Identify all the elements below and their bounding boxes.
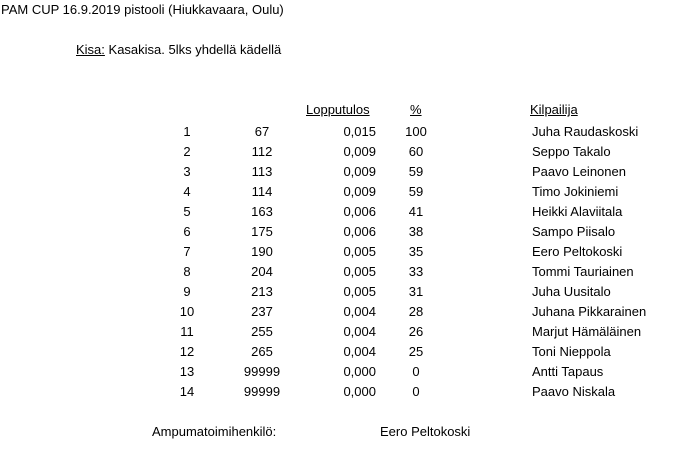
event-line	[76, 42, 281, 58]
event-label: Kisa:	[76, 42, 105, 57]
table-row	[0, 362, 697, 382]
official-name: Eero Peltokoski	[380, 424, 471, 439]
score-cell: 237	[251, 304, 273, 319]
results-table	[0, 122, 697, 402]
competitor-name: Eero Peltokoski	[532, 244, 623, 259]
table-row	[0, 342, 697, 362]
score-cell: 175	[251, 224, 273, 239]
table-row	[0, 222, 697, 242]
result-cell: 0,006	[343, 204, 376, 219]
competitor-name: Sampo Piisalo	[532, 224, 616, 239]
percent-cell: 38	[408, 224, 424, 239]
table-row	[0, 162, 697, 182]
result-cell: 0,000	[343, 384, 376, 399]
result-cell: 0,000	[343, 364, 376, 379]
rank-cell: 14	[179, 384, 195, 399]
competitor-name: Paavo Niskala	[532, 384, 616, 399]
percent-cell: 25	[408, 344, 424, 359]
table-row	[0, 262, 697, 282]
percent-cell: 41	[408, 204, 424, 219]
result-cell: 0,006	[343, 224, 376, 239]
official-label: Ampumatoimihenkilö:	[152, 424, 277, 439]
result-cell: 0,004	[343, 304, 376, 319]
result-cell: 0,005	[343, 284, 376, 299]
percent-cell: 0	[412, 364, 420, 379]
percent-cell: 26	[408, 324, 424, 339]
score-cell: 163	[251, 204, 273, 219]
rank-cell: 12	[179, 344, 195, 359]
score-cell: 204	[251, 264, 273, 279]
header-competitor: Kilpailija	[530, 102, 578, 117]
table-row	[0, 202, 697, 222]
header-result: Lopputulos	[306, 102, 370, 117]
rank-cell: 8	[183, 264, 191, 279]
competitor-name: Heikki Alaviitala	[532, 204, 623, 219]
competitor-name: Seppo Takalo	[532, 144, 611, 159]
percent-cell: 33	[408, 264, 424, 279]
competitor-name: Juha Uusitalo	[532, 284, 611, 299]
score-cell: 190	[251, 244, 273, 259]
event-text: Kasakisa. 5lks yhdellä kädellä	[104, 42, 282, 57]
percent-cell: 31	[408, 284, 424, 299]
table-row	[0, 242, 697, 262]
rank-cell: 1	[183, 124, 191, 139]
score-cell: 255	[251, 324, 273, 339]
competitor-name: Toni Nieppola	[532, 344, 611, 359]
rank-cell: 10	[179, 304, 195, 319]
competitor-name: Juhana Pikkarainen	[532, 304, 647, 319]
percent-cell: 59	[408, 184, 424, 199]
result-cell: 0,015	[343, 124, 376, 139]
percent-cell: 28	[408, 304, 424, 319]
score-cell: 67	[254, 124, 270, 139]
rank-cell: 4	[183, 184, 191, 199]
table-row	[0, 322, 697, 342]
table-row	[0, 182, 697, 202]
rank-cell: 11	[180, 324, 194, 339]
rank-cell: 9	[183, 284, 191, 299]
score-cell: 213	[251, 284, 273, 299]
rank-cell: 2	[183, 144, 191, 159]
result-cell: 0,009	[343, 164, 376, 179]
competitor-name: Tommi Tauriainen	[532, 264, 634, 279]
score-cell: 114	[251, 184, 273, 199]
result-cell: 0,005	[343, 244, 376, 259]
competitor-name: Juha Raudaskoski	[532, 124, 639, 139]
table-row	[0, 382, 697, 402]
percent-cell: 60	[408, 144, 424, 159]
result-cell: 0,004	[343, 324, 376, 339]
result-cell: 0,004	[343, 344, 376, 359]
result-cell: 0,009	[343, 144, 376, 159]
score-cell: 99999	[243, 364, 281, 379]
competitor-name: Antti Tapaus	[532, 364, 604, 379]
page-title: PAM CUP 16.9.2019 pistooli (Hiukkavaara, Oulu)	[1, 2, 284, 17]
score-cell: 112	[251, 144, 273, 159]
score-cell: 113	[251, 164, 273, 179]
table-row	[0, 142, 697, 162]
table-row	[0, 282, 697, 302]
result-cell: 0,009	[343, 184, 376, 199]
rank-cell: 6	[183, 224, 191, 239]
rank-cell: 13	[179, 364, 195, 379]
percent-cell: 35	[408, 244, 424, 259]
percent-cell: 100	[405, 124, 427, 139]
competitor-name: Paavo Leinonen	[532, 164, 626, 179]
competitor-name: Timo Jokiniemi	[532, 184, 619, 199]
rank-cell: 5	[183, 204, 191, 219]
rank-cell: 3	[183, 164, 191, 179]
rank-cell: 7	[183, 244, 191, 259]
header-percent: %	[410, 102, 422, 117]
percent-cell: 0	[412, 384, 420, 399]
table-row	[0, 122, 697, 142]
competitor-name: Marjut Hämäläinen	[532, 324, 642, 339]
table-row	[0, 302, 697, 322]
score-cell: 99999	[243, 384, 281, 399]
result-cell: 0,005	[343, 264, 376, 279]
score-cell: 265	[251, 344, 273, 359]
percent-cell: 59	[408, 164, 424, 179]
